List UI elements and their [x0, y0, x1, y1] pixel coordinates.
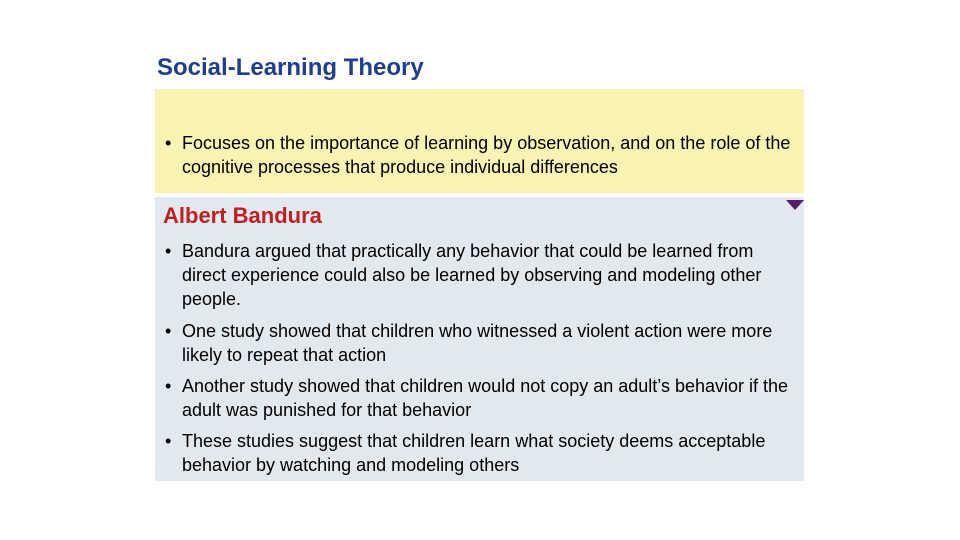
list-item: [165, 429, 795, 477]
list-item-text: Bandura argued that practically any behavior that could be learned from direct experience could also be learned by observing and modeling other people.: [182, 241, 762, 309]
list-item-text: One study showed that children who witnessed a violent action were more likely to repeat that action: [182, 321, 773, 365]
list-item: [165, 239, 795, 311]
list-item: [165, 319, 795, 367]
bullet-marker: •: [165, 431, 172, 451]
bullet-marker: •: [165, 376, 172, 396]
down-triangle-icon: [786, 200, 804, 210]
intro-bullet: [165, 131, 795, 179]
section-heading: Albert Bandura: [163, 203, 322, 228]
bullet-marker: •: [165, 321, 172, 341]
intro-bullet-text: Focuses on the importance of learning by observation, and on the role of the cognitive processes that produce individual differences: [182, 133, 791, 177]
slide-title: Social-Learning Theory: [157, 54, 424, 81]
list-item-text: These studies suggest that children learn what society deems acceptable behavior by watching and modeling others: [182, 431, 766, 475]
bullet-marker: •: [165, 133, 172, 153]
list-item-text: Another study showed that children would not copy an adult’s behavior if the adult was punished for that behavior: [182, 376, 789, 420]
list-item: [165, 374, 795, 422]
bullet-marker: •: [165, 241, 172, 261]
